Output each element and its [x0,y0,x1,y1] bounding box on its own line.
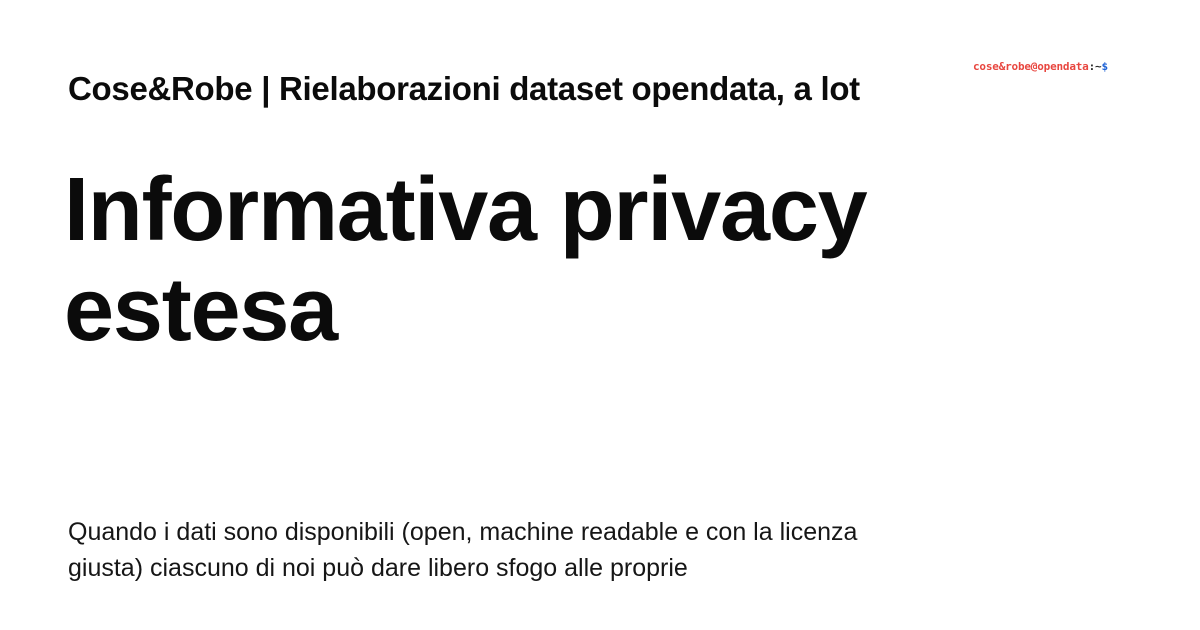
page-title: Informativa privacy estesa [64,160,867,360]
site-title[interactable]: Cose&Robe | Rielaborazioni dataset opendata, a lot [68,70,860,107]
logo-text: cose&robe@opendata [973,60,1089,73]
page-description: Quando i dati sono disponibili (open, machine readable e con la licenza giusta) ciascuno di noi può dare libero sfogo alle proprie [68,518,858,582]
site-logo [973,60,1108,73]
logo-prompt: $ [1101,60,1108,73]
logo-separator: :~ [1088,60,1102,73]
